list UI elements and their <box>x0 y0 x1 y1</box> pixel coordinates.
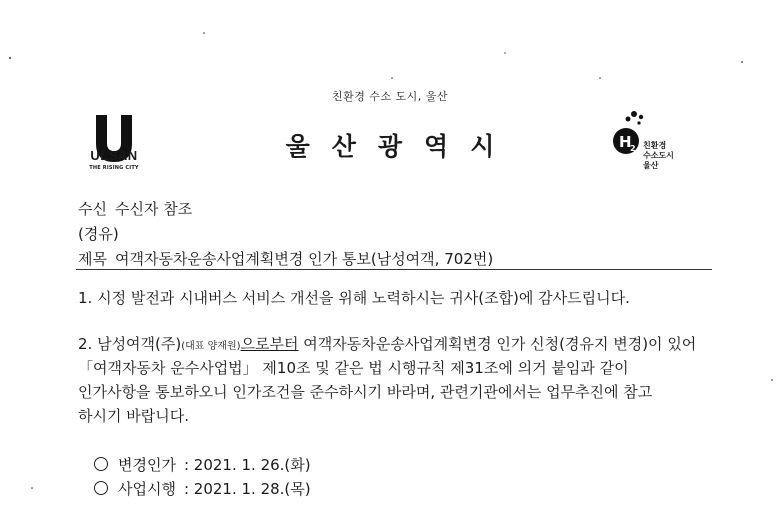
paragraph-2-line-4: 하시기 바랍니다. <box>78 407 189 425</box>
recipient-label: 수신 <box>78 200 107 218</box>
circle-bullet-icon <box>94 481 108 495</box>
item-label: 변경인가 <box>118 456 176 474</box>
recipient-value: 수신자 참조 <box>114 200 193 218</box>
subject-line <box>78 248 493 269</box>
paragraph-2-line-3: 인가사항을 통보하오니 인가조건을 준수하시기 바라며, 관련기관에서는 업무추진에 참고 <box>78 383 653 401</box>
item-value: : 2021. 1. 26.(화) <box>183 456 311 474</box>
subject-label: 제목 <box>78 250 107 268</box>
slogan: 친환경 수소 도시, 울산 <box>331 90 449 103</box>
via-line: (경유) <box>78 225 119 243</box>
paragraph-2-line-1 <box>78 333 696 354</box>
item-value: : 2021. 1. 28.(목) <box>183 480 311 498</box>
item-label: 사업시행 <box>118 480 176 498</box>
paragraph-1: 1. 시정 발전과 시내버스 서비스 개선을 위해 노력하시는 귀사(조합)에 감사드립니다. <box>78 289 630 307</box>
subject-divider <box>76 269 712 270</box>
p2-rest: 여객자동차운송사업계획변경 인가 신청(경유지 변경)이 있어 <box>298 335 697 353</box>
p2-prefix: 2. 남성여객(주) <box>78 335 182 353</box>
logo-line-3: 울산 <box>643 161 659 170</box>
logo-line-1: 친환경 <box>643 141 667 150</box>
ulsan-wordmark: ULSAN <box>90 148 138 163</box>
p2-representative: (대표 양재원) <box>181 341 241 352</box>
document-title: 울산광역시 <box>285 132 517 161</box>
ulsan-tagline: THE RISING CITY <box>89 165 139 171</box>
recipient-line <box>78 198 192 219</box>
svg-text:H: H <box>619 133 632 151</box>
hydrogen-city-logo-text <box>643 141 674 171</box>
paragraph-2-line-2: 「여객자동차 운수사업법」 제10조 및 같은 법 시행규칙 제31조에 의거 붙임과 같이 <box>78 359 629 377</box>
list-item <box>94 454 311 475</box>
svg-text:2: 2 <box>630 144 636 153</box>
circle-bullet-icon <box>94 457 108 471</box>
p2-from: 으로부터 <box>240 335 299 353</box>
logo-line-2: 수소도시 <box>643 151 674 160</box>
subject-value: 여객자동차운송사업계획변경 인가 통보(남성여객, 702번) <box>114 250 494 268</box>
list-item <box>94 478 311 499</box>
